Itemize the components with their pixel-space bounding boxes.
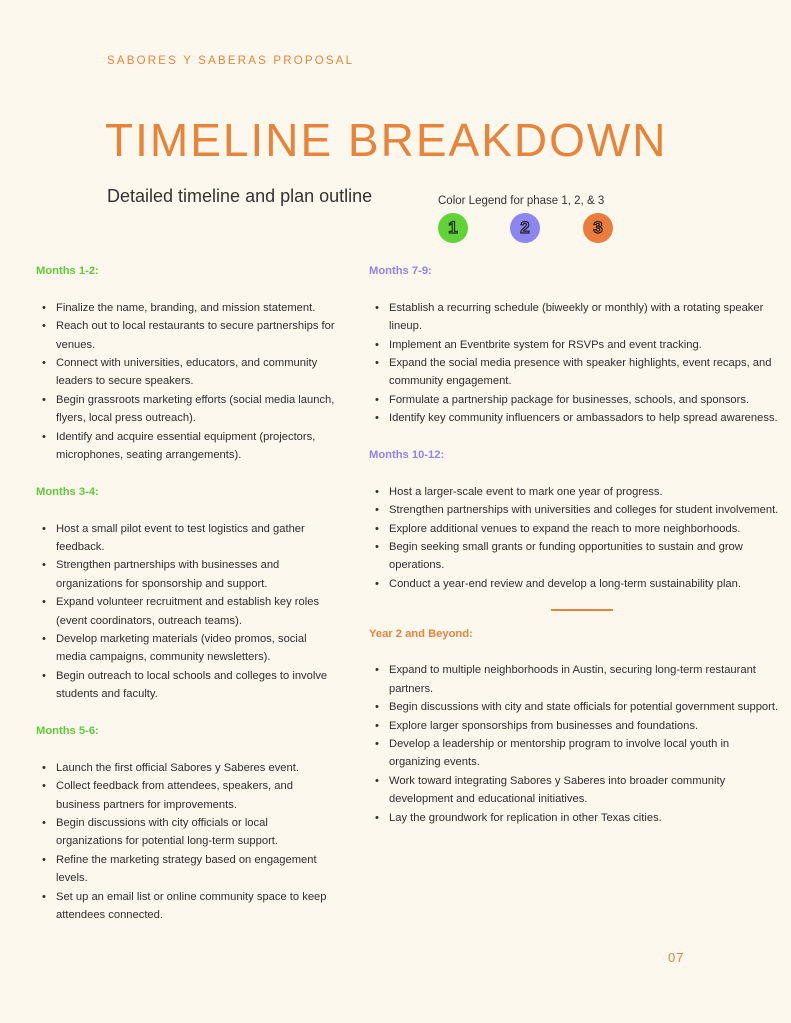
section-heading-months-7-9: Months 7-9:: [369, 265, 432, 277]
section-heading-months-1-2: Months 1-2:: [36, 265, 99, 277]
list-item: • Explore larger sponsorships from businesses and foundations.: [389, 717, 781, 735]
list-item: • Expand to multiple neighborhoods in Austin, securing long-term restaurant partners.: [389, 661, 781, 698]
color-legend-label: Color Legend for phase 1, 2, & 3: [438, 195, 605, 207]
list-item: • Host a small pilot event to test logistics and gather feedback.: [56, 520, 336, 557]
list-item: • Expand volunteer recruitment and establish key roles (event coordinators, outreach teams).: [56, 593, 336, 630]
list-item: • Implement an Eventbrite system for RSVPs and event tracking.: [389, 336, 781, 354]
list-item: • Expand the social media presence with speaker highlights, event recaps, and community engagement.: [389, 354, 781, 391]
timeline-right-column: [369, 262, 781, 845]
list-item: • Begin discussions with city and state officials for potential government support.: [389, 698, 781, 716]
section-divider: [551, 609, 613, 611]
list-item: • Begin outreach to local schools and colleges to involve students and faculty.: [56, 667, 336, 704]
section-heading-months-5-6: Months 5-6:: [36, 725, 99, 738]
months-1-2-list: [36, 299, 336, 465]
months-10-12-list: [369, 483, 781, 593]
list-item: • Launch the first official Sabores y Saberes event.: [56, 759, 336, 777]
months-3-4-list: [36, 520, 336, 704]
list-item: • Set up an email list or online community space to keep attendees connected.: [56, 888, 336, 925]
list-item: • Collect feedback from attendees, speakers, and business partners for improvements.: [56, 777, 336, 814]
list-item: • Finalize the name, branding, and mission statement.: [56, 299, 336, 317]
phase-2-badge: 2: [510, 213, 540, 243]
page-title: TIMELINE BREAKDOWN: [105, 114, 668, 166]
list-item: • Refine the marketing strategy based on engagement levels.: [56, 851, 336, 888]
section-heading-months-3-4: Months 3-4:: [36, 485, 99, 498]
months-7-9-list: [369, 299, 781, 428]
page-number: 07: [668, 950, 685, 965]
section-heading-months-10-12: Months 10-12:: [369, 449, 445, 462]
list-item: • Identify key community influencers or ambassadors to help spread awareness.: [389, 409, 781, 427]
timeline-left-column: [36, 262, 336, 943]
phase-3-badge: 3: [583, 213, 613, 243]
list-item: • Begin discussions with city officials or local organizations for potential long-term support.: [56, 814, 336, 851]
proposal-kicker: SABORES Y SABERAS PROPOSAL: [107, 55, 355, 67]
list-item: • Establish a recurring schedule (biweekly or monthly) with a rotating speaker lineup.: [389, 299, 781, 336]
list-item: • Begin grassroots marketing efforts (social media launch, flyers, local press outreach).: [56, 391, 336, 428]
list-item: • Explore additional venues to expand the reach to more neighborhoods.: [389, 520, 781, 538]
list-item: • Reach out to local restaurants to secure partnerships for venues.: [56, 317, 336, 354]
list-item: • Begin seeking small grants or funding opportunities to sustain and grow operations.: [389, 538, 781, 575]
phase-1-badge: 1: [438, 213, 468, 243]
list-item: • Work toward integrating Sabores y Saberes into broader community development and educational initiatives.: [389, 772, 781, 809]
list-item: • Conduct a year-end review and develop a long-term sustainability plan.: [389, 575, 781, 593]
months-5-6-list: [36, 759, 336, 925]
year-2-list: [369, 661, 781, 827]
list-item: • Strengthen partnerships with businesses and organizations for sponsorship and support.: [56, 556, 336, 593]
list-item: • Develop marketing materials (video promos, social media campaigns, community newsletters).: [56, 630, 336, 667]
list-item: • Formulate a partnership package for businesses, schools, and sponsors.: [389, 391, 781, 409]
page-subtitle: Detailed timeline and plan outline: [107, 186, 373, 206]
list-item: • Strengthen partnerships with universities and colleges for student involvement.: [389, 501, 781, 519]
list-item: • Identify and acquire essential equipment (projectors, microphones, seating arrangements).: [56, 428, 336, 465]
list-item: • Lay the groundwork for replication in other Texas cities.: [389, 809, 781, 827]
list-item: • Host a larger-scale event to mark one year of progress.: [389, 483, 781, 501]
section-heading-year-2: Year 2 and Beyond:: [369, 627, 473, 640]
list-item: • Develop a leadership or mentorship program to involve local youth in organizing events.: [389, 735, 781, 772]
list-item: • Connect with universities, educators, and community leaders to secure speakers.: [56, 354, 336, 391]
